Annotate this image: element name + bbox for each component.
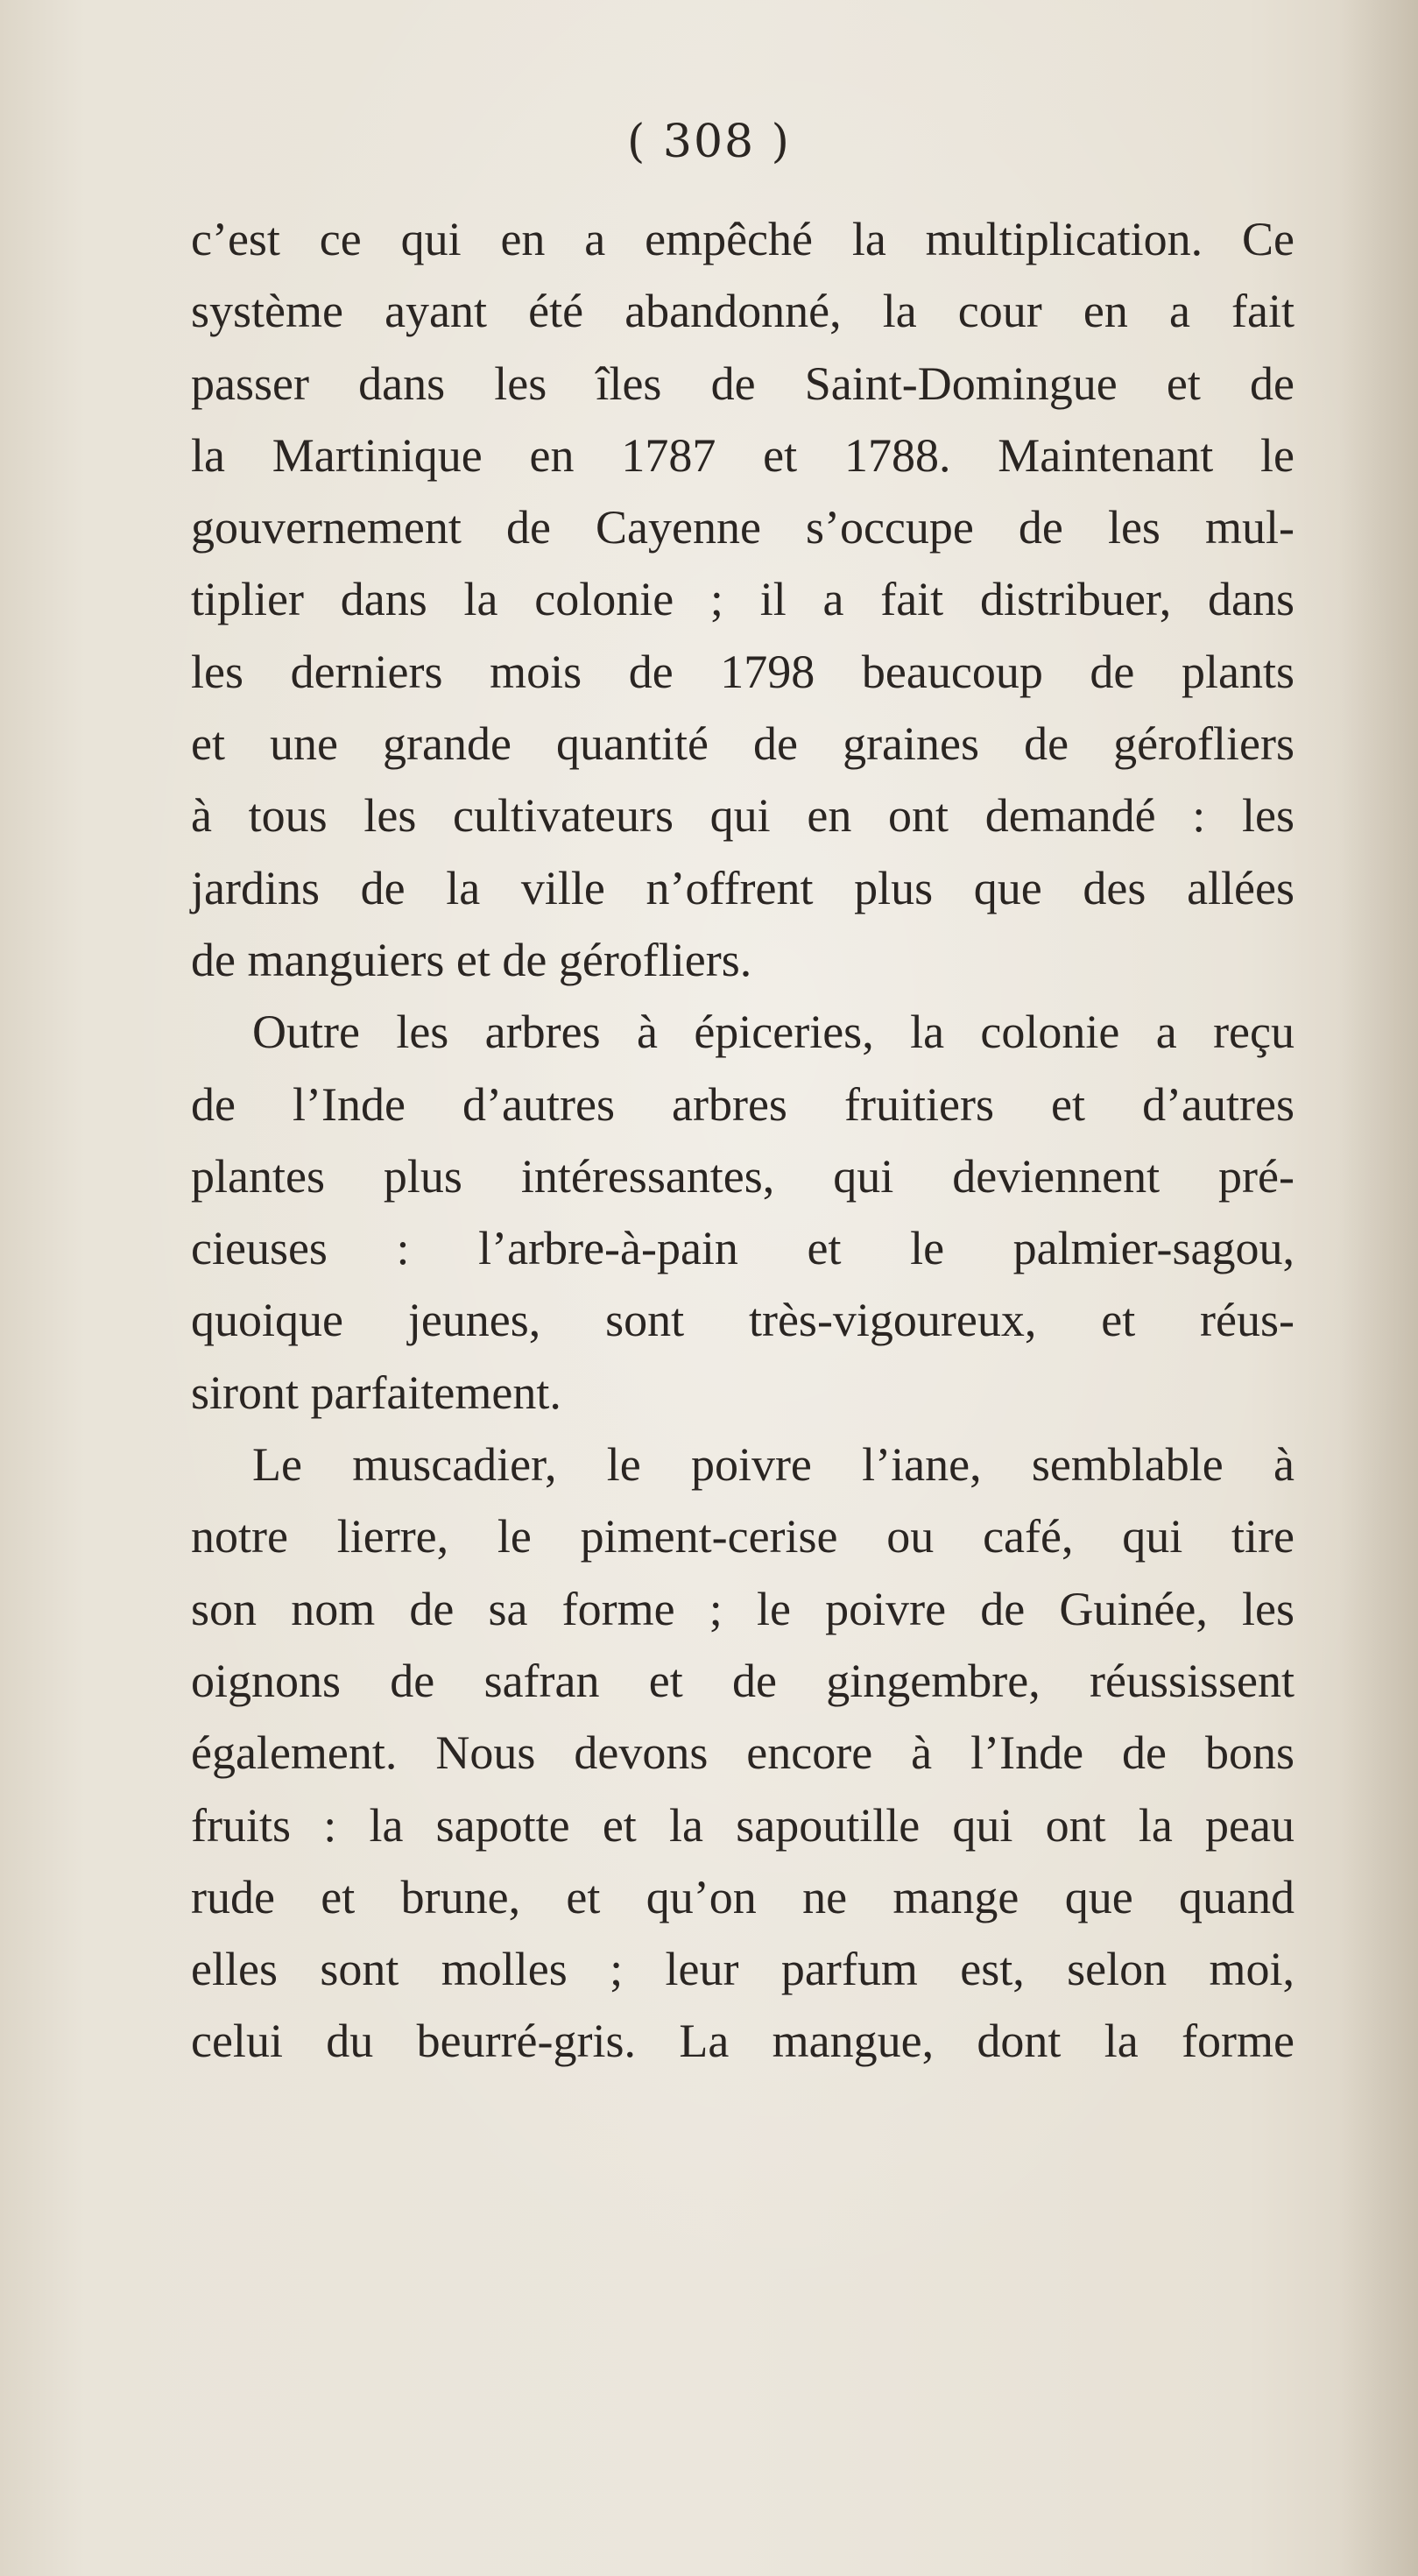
text-line: de manguiers et de gérofliers.: [191, 933, 752, 986]
text-line: à tous les cultivateurs qui en ont demandé : les: [191, 789, 1295, 843]
text-line: c’est ce qui en a empêché la multiplication. Ce: [191, 213, 1295, 265]
text-line: la Martinique en 1787 et 1788. Maintenant le: [191, 428, 1295, 482]
text-line: oignons de safran et de gingembre, réussissent: [191, 1654, 1295, 1707]
text-line: Le muscadier, le poivre l’iane, semblable à: [252, 1438, 1295, 1492]
text-line: de l’Inde d’autres arbres fruitiers et d’autres: [191, 1077, 1295, 1131]
body-text: [191, 203, 1295, 2078]
text-line: siront parfaitement.: [191, 1366, 561, 1419]
text-line: notre lierre, le piment-cerise ou café, qui tire: [191, 1510, 1295, 1563]
text-line: gouvernement de Cayenne s’occupe de les mul-: [191, 501, 1295, 554]
text-line: et une grande quantité de graines de gérofliers: [191, 717, 1295, 771]
text-line: rude et brune, et qu’on ne mange que quand: [191, 1870, 1295, 1923]
text-line: elles sont molles ; leur parfum est, selon moi,: [191, 1943, 1295, 1996]
text-line: fruits : la sapotte et la sapoutille qui ont la peau: [191, 1798, 1295, 1852]
text-line: également. Nous devons encore à l’Inde de bons: [191, 1726, 1295, 1780]
page-number: ( 308 ): [627, 116, 791, 168]
text-line: Outre les arbres à épiceries, la colonie a reçu: [252, 1006, 1295, 1059]
text-line: jardins de la ville n’offrent plus que des allées: [191, 861, 1295, 914]
text-line: celui du beurré-gris. La mangue, dont la forme: [191, 2015, 1295, 2068]
text-line: plantes plus intéressantes, qui deviennent pré-: [191, 1149, 1295, 1203]
text-line: tiplier dans la colonie ; il a fait distribuer, dans: [191, 573, 1295, 626]
text-line: les derniers mois de 1798 beaucoup de plants: [191, 645, 1295, 698]
text-line: son nom de sa forme ; le poivre de Guinée, les: [191, 1582, 1295, 1635]
text-line: passer dans les îles de Saint-Domingue et de: [191, 356, 1295, 410]
text-line: système ayant été abandonné, la cour en a fait: [191, 285, 1295, 338]
text-line: quoique jeunes, sont très-vigoureux, et réus-: [191, 1294, 1295, 1347]
text-line: cieuses : l’arbre-à-pain et le palmier-sagou,: [191, 1222, 1295, 1275]
